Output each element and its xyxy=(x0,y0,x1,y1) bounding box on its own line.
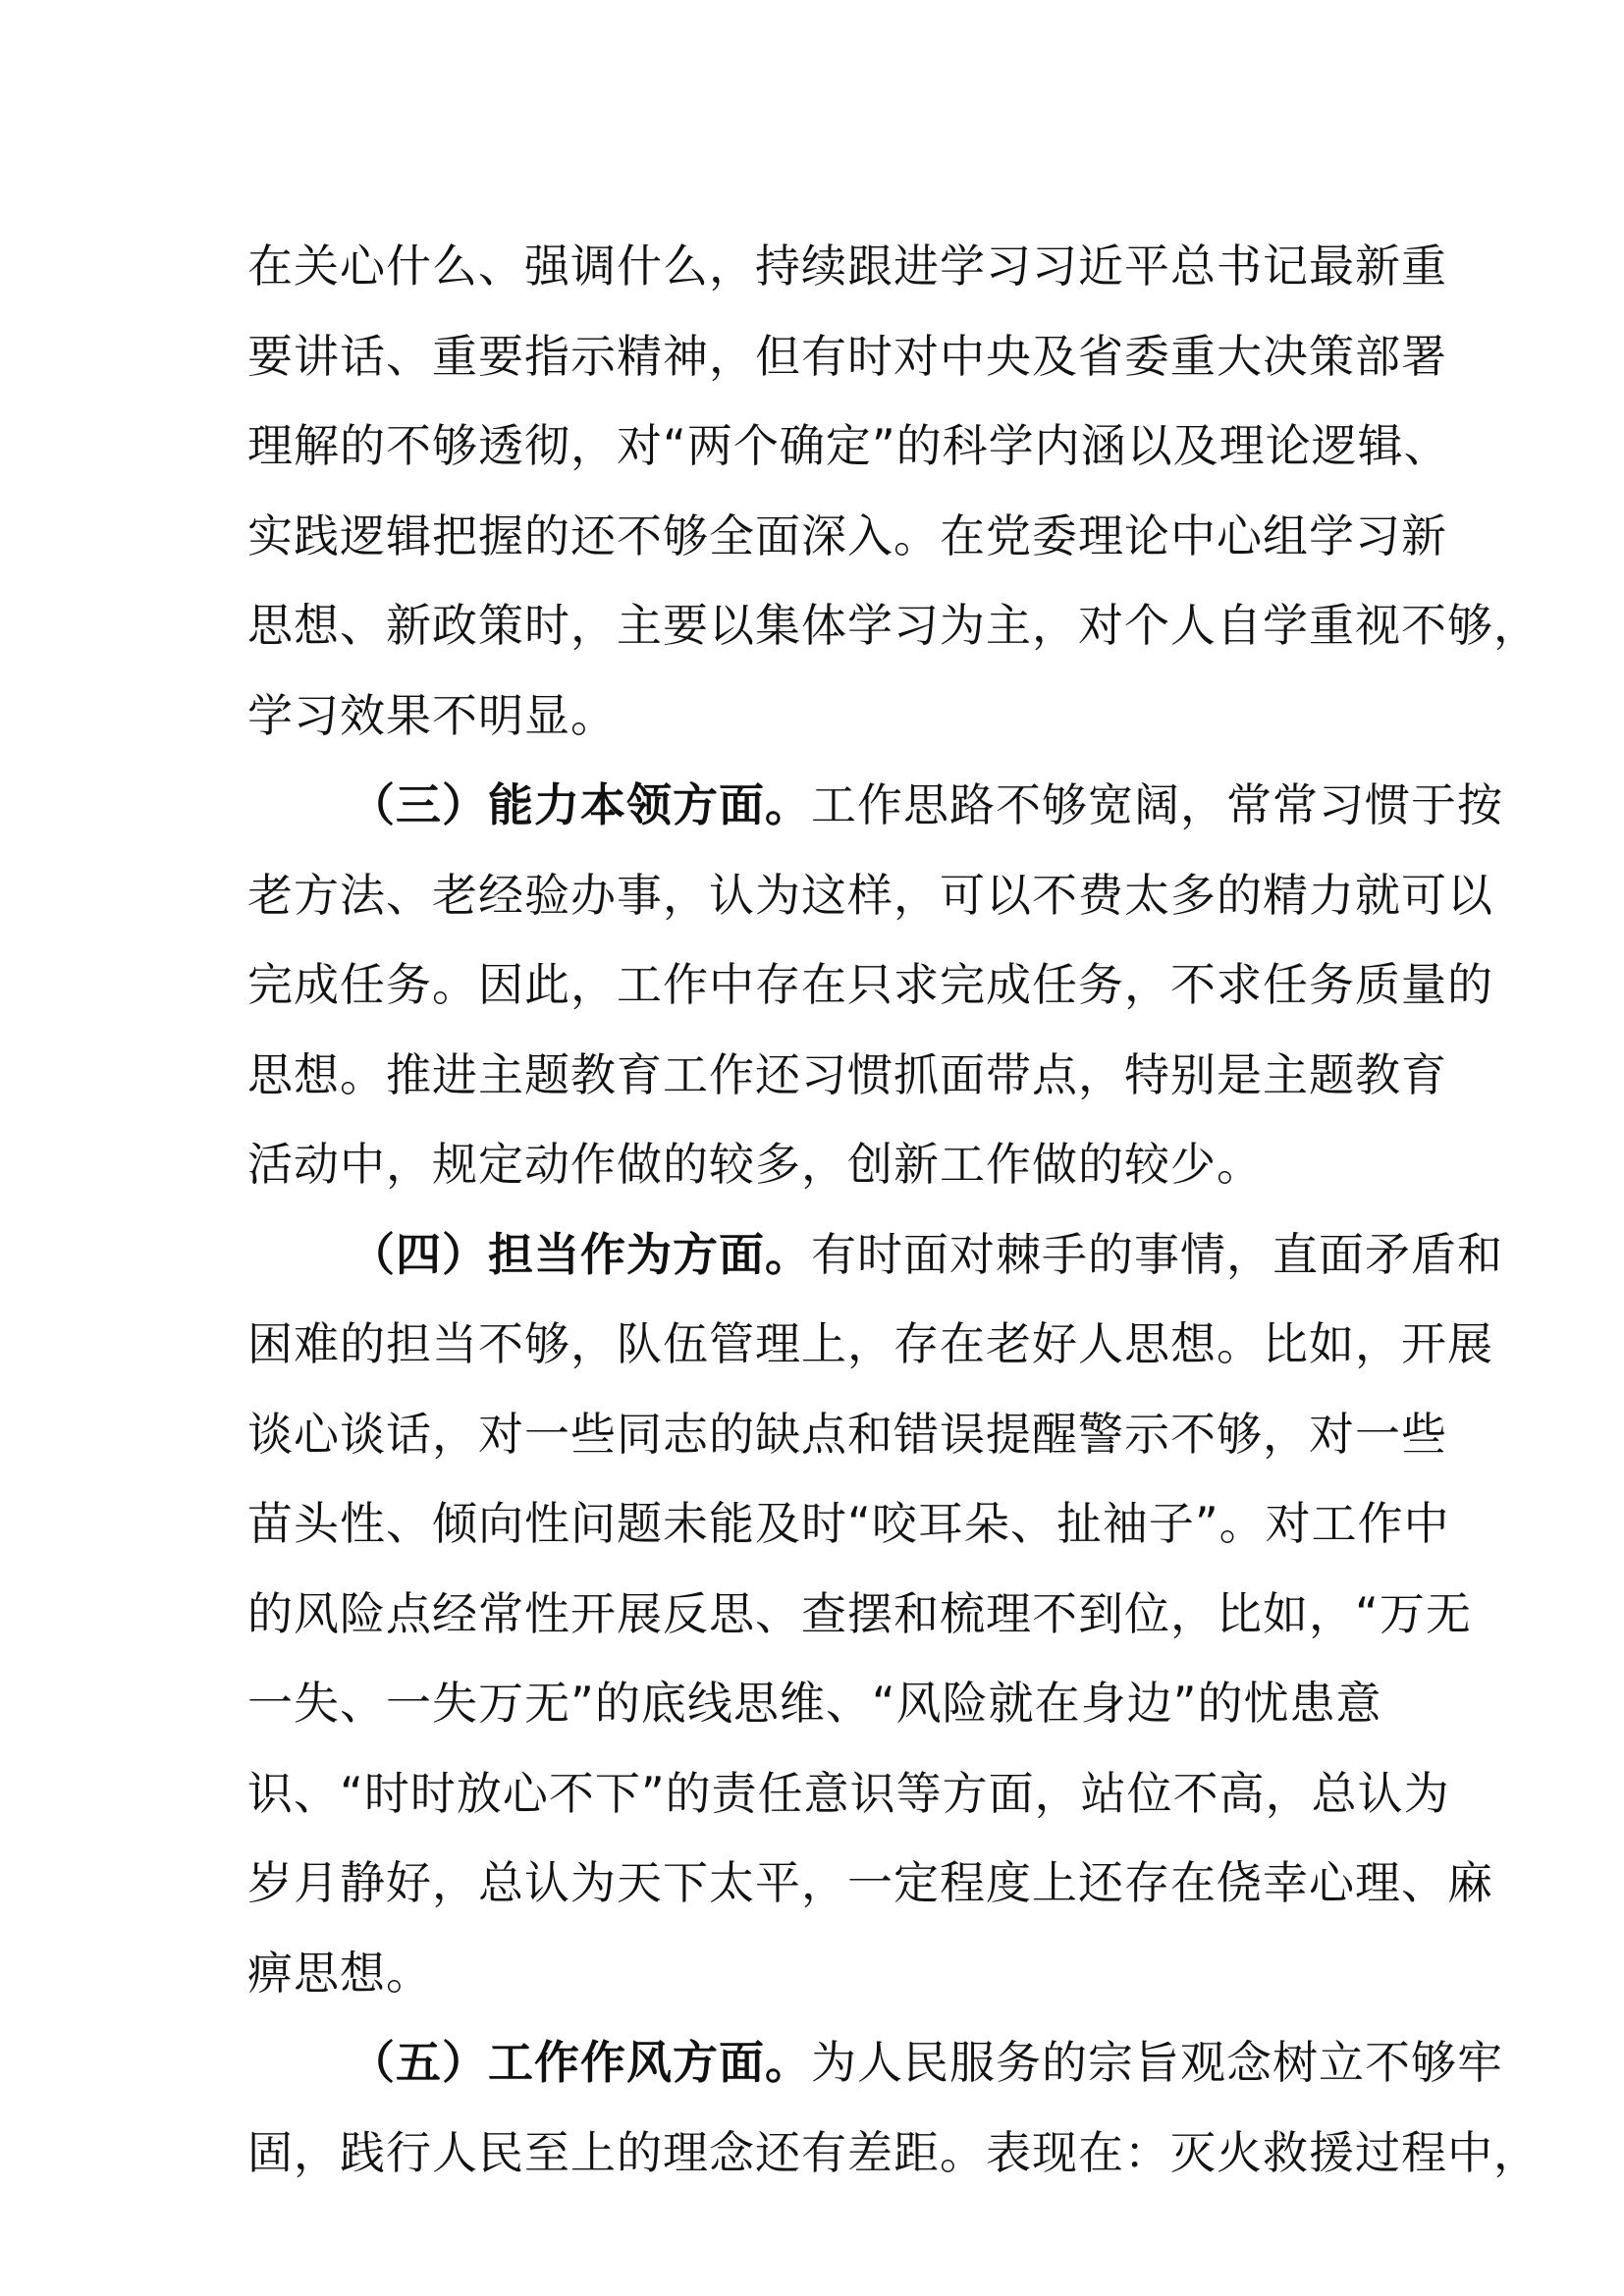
paragraph-line: 实践逻辑把握的还不够全面深入。在党委理论中心组学习新 xyxy=(247,508,1447,562)
paragraph-line: 理解的不够透彻，对“两个确定”的科学内涵以及理论逻辑、 xyxy=(247,419,1450,472)
document-body xyxy=(247,222,1540,2198)
paragraph-line: 识、“时时放心不下”的责任意识等方面，站位不高，总认为 xyxy=(247,1766,1450,1820)
section-4-first-line xyxy=(247,1210,1503,1301)
paragraph-line: 思想。推进主题教育工作还习惯抓面带点，特别是主题教育 xyxy=(247,1047,1447,1101)
section-4-heading: （四）担当作为方面。 xyxy=(350,1227,811,1281)
paragraph-line: 学习效果不明显。 xyxy=(247,688,617,742)
paragraph-line: 要讲话、重要指示精神，但有时对中央及省委重大决策部署 xyxy=(247,329,1447,383)
section-3-first-line-text: 工作思路不够宽阔，常常习惯于按 xyxy=(811,778,1503,831)
section-3-heading: （三）能力本领方面。 xyxy=(350,778,811,831)
section-5-first-line-text: 为人民服务的宗旨观念树立不够牢 xyxy=(811,2036,1503,2089)
paragraph-line: 痹思想。 xyxy=(247,1946,432,2000)
section-3-first-line xyxy=(247,761,1503,851)
paragraph-line: 老方法、老经验办事，认为这样，可以不费太多的精力就可以 xyxy=(247,868,1493,922)
paragraph-line: 完成任务。因此，工作中存在只求完成任务，不求任务质量的 xyxy=(247,958,1493,1011)
section-5-heading: （五）工作作风方面。 xyxy=(350,2036,811,2089)
paragraph-line: 困难的担当不够，队伍管理上，存在老好人思想。比如，开展 xyxy=(247,1317,1493,1370)
paragraph-line: 在关心什么、强调什么，持续跟进学习习近平总书记最新重 xyxy=(247,240,1447,293)
paragraph-line: 谈心谈话，对一些同志的缺点和错误提醒警示不够，对一些 xyxy=(247,1407,1447,1461)
paragraph-line: 活动中，规定动作做的较多，创新工作做的较少。 xyxy=(247,1138,1263,1191)
paragraph-line: 的风险点经常性开展反思、查摆和梳理不到位，比如，“万无 xyxy=(247,1586,1472,1640)
paragraph-line: 苗头性、倾向性问题未能及时“咬耳朵、扯袖子”。对工作中 xyxy=(247,1497,1450,1550)
section-4-first-line-text: 有时面对棘手的事情，直面矛盾和 xyxy=(811,1227,1503,1281)
paragraph-line: 岁月静好，总认为天下太平，一定程度上还存在侥幸心理、麻 xyxy=(247,1856,1493,1909)
paragraph-line: 固，践行人民至上的理念还有差距。表现在：灭火救援过程中， xyxy=(247,2125,1540,2179)
section-5-first-line xyxy=(247,2018,1503,2109)
paragraph-line: 思想、新政策时，主要以集体学习为主，对个人自学重视不够， xyxy=(247,599,1540,652)
paragraph-line: 一失、一失万无”的底线思维、“风险就在身边”的忧患意 xyxy=(247,1677,1382,1730)
